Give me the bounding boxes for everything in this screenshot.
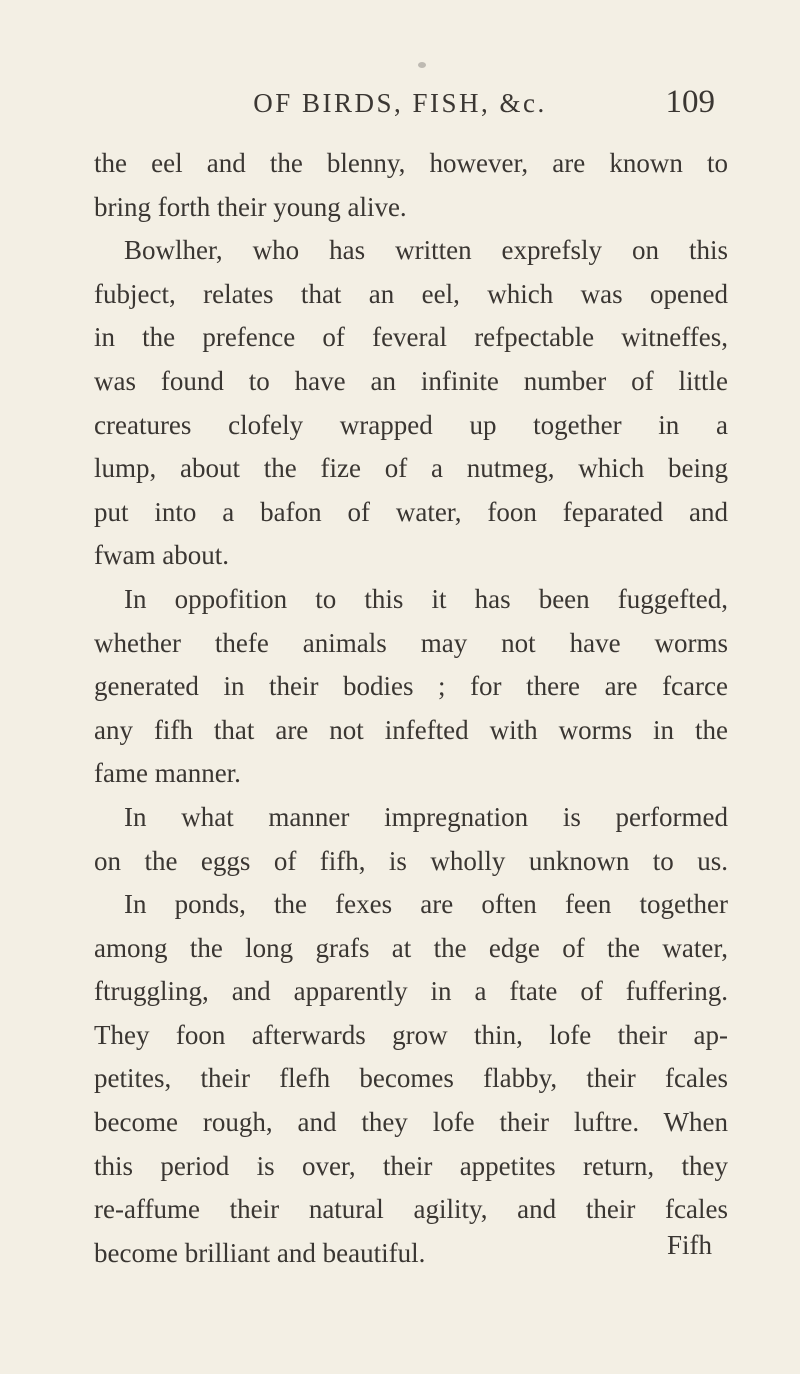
text-line: In ponds, the fexes are often feen together — [124, 889, 728, 920]
text-line: this period is over, their appetites return, they — [94, 1150, 728, 1181]
text-line: bring forth their young alive. — [94, 191, 407, 222]
page-blemish — [418, 62, 426, 68]
text-line: Bowlher, who has written exprefsly on this — [124, 235, 728, 266]
text-line: petites, their flefh becomes flabby, their fcales — [94, 1063, 728, 1094]
text-line: lump, about the fize of a nutmeg, which being — [94, 453, 728, 484]
page-number: 109 — [665, 84, 715, 120]
text-line: among the long grafs at the edge of the water, — [94, 932, 728, 963]
text-line: the eel and the blenny, however, are known to — [94, 148, 728, 178]
text-line: re-affume their natural agility, and their fcales — [94, 1194, 728, 1225]
text-line: In oppofition to this it has been fuggefted, — [124, 583, 728, 614]
catchword: Fifh — [666, 1230, 712, 1260]
text-line: creatures clofely wrapped up together in a — [94, 409, 728, 440]
text-line: generated in their bodies ; for there are fcarce — [94, 671, 728, 702]
text-line: become brilliant and beautiful. — [94, 1237, 426, 1268]
text-line: in the prefence of feveral refpectable witneffes, — [94, 322, 728, 353]
text-line: ftruggling, and apparently in a ftate of fuffering. — [94, 976, 728, 1007]
text-line: become rough, and they lofe their luftre. When — [94, 1107, 728, 1138]
text-line: In what manner impregnation is performed — [124, 801, 728, 832]
body-text — [94, 142, 728, 1275]
text-line: fwam about. — [94, 540, 229, 571]
text-line: was found to have an infinite number of little — [94, 365, 728, 396]
text-line: fubject, relates that an eel, which was opened — [94, 278, 728, 309]
text-line: any fifh that are not infefted with worms in the — [94, 714, 728, 745]
text-line: fame manner. — [94, 758, 241, 789]
text-line: They foon afterwards grow thin, lofe their ap- — [94, 1019, 728, 1050]
text-line: on the eggs of fifh, is wholly unknown to us. — [94, 845, 728, 876]
running-head-title: OF BIRDS, FISH, &c. — [253, 88, 547, 118]
running-head — [0, 84, 800, 128]
text-line: whether thefe animals may not have worms — [94, 627, 728, 658]
text-line: put into a bafon of water, foon feparated and — [94, 496, 728, 527]
